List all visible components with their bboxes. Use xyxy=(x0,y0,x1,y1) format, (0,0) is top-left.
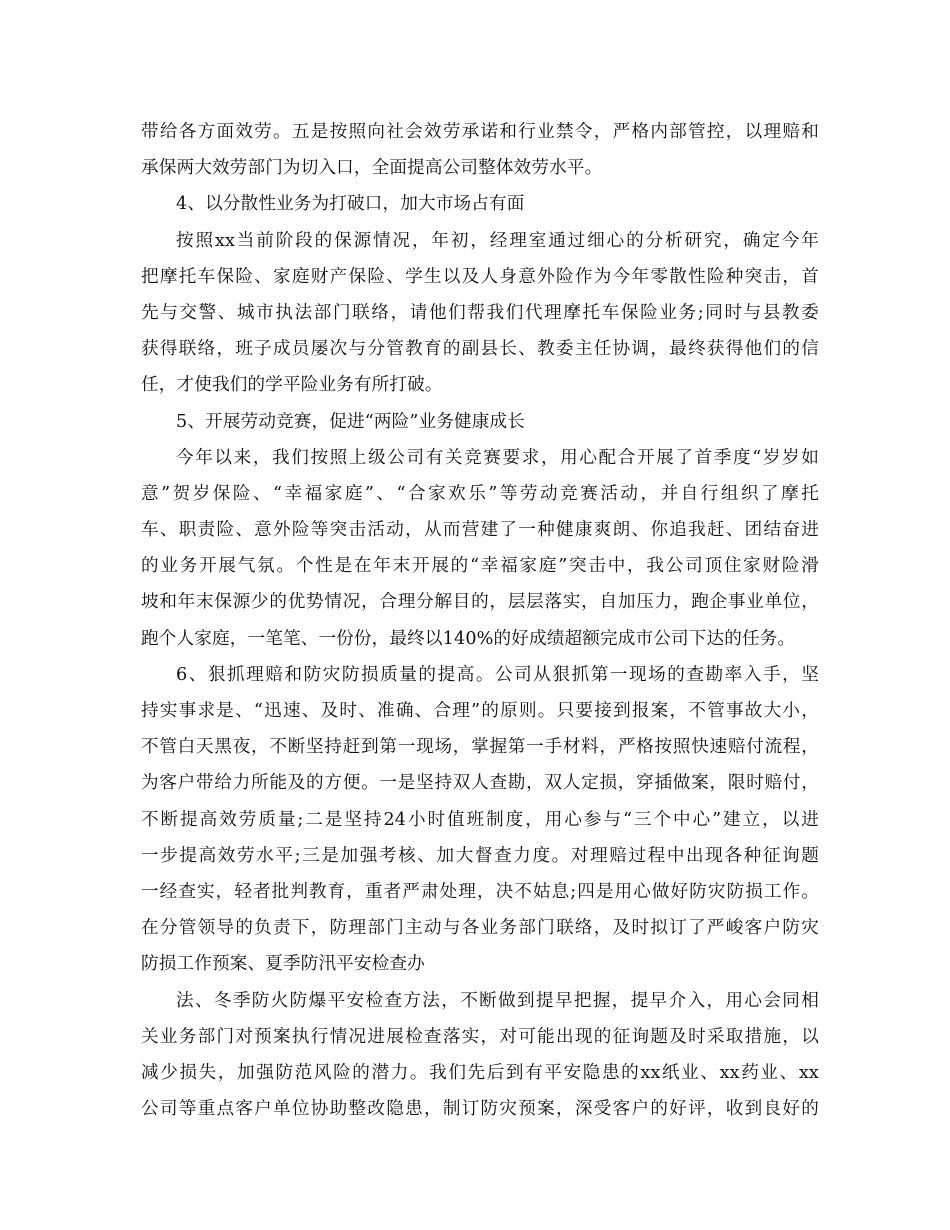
paragraph-line: 在分管领导的负责下，防理部门主动与各业务部门联络，及时拟订了严峻客户防灾 xyxy=(141,918,819,939)
paragraph-line: 关业务部门对预案执行情况进展检查落实，对可能出现的征询题及时采取措施，以 xyxy=(141,1026,819,1047)
paragraph-line: 减少损失，加强防范风险的潜力。我们先后到有平安隐患的xx纸业、xx药业、xx xyxy=(141,1062,819,1083)
paragraph-line: 不断提高效劳质量;二是坚持24小时值班制度，用心参与“三个中心”建立，以进 xyxy=(141,809,819,830)
paragraph-line: 今年以来，我们按照上级公司有关竞赛要求，用心配合开展了首季度“岁岁如 xyxy=(176,447,819,468)
paragraph-line: 车、职责险、意外险等突击活动，从而营建了一种健康爽朗、你追我赶、团结奋进 xyxy=(141,520,819,541)
paragraph-line: 按照xx当前阶段的保源情况，年初，经理室通过细心的分析研究，确定今年 xyxy=(176,230,819,251)
paragraph-line: 把摩托车保险、家庭财产保险、学生以及人身意外险作为今年零散性险种突击，首 xyxy=(141,266,819,287)
paragraph-line: 获得联络，班子成员屡次与分管教育的副县长、教委主任协调，最终获得他们的信 xyxy=(141,339,819,360)
paragraph-line: 跑个人家庭，一笔笔、一份份，最终以140%的好成绩超额完成市公司下达的任务。 xyxy=(141,628,796,649)
paragraph-line: 不管白天黑夜，不断坚持赶到第一现场，掌握第一手材料，严格按照快速赔付流程， xyxy=(141,737,819,758)
paragraph-line: 6、狠抓理赔和防灾防损质量的提高。公司从狠抓第一现场的查勘率入手，坚 xyxy=(176,664,819,685)
paragraph-line: 为客户带给力所能及的方便。一是坚持双人查勘，双人定损，穿插做案，限时赔付， xyxy=(141,773,819,794)
paragraph-line: 的业务开展气氛。个性是在年末开展的“幸福家庭”突击中，我公司顶住家财险滑 xyxy=(141,556,819,577)
paragraph-line: 公司等重点客户单位协助整改隐患，制订防灾预案，深受客户的好评，收到良好的 xyxy=(141,1099,819,1120)
paragraph-line: 坡和年末保源少的优势情况，合理分解目的，层层落实，自加压力，跑企事业单位， xyxy=(141,592,819,613)
paragraph-line: 一步提高效劳水平;三是加强考核、加大督查力度。对理赔过程中出现各种征询题 xyxy=(141,845,819,866)
paragraph-line: 任，才使我们的学平险业务有所打破。 xyxy=(141,375,443,396)
paragraph-line: 一经查实，轻者批判教育，重者严肃处理，决不姑息;四是用心做好防灾防损工作。 xyxy=(141,881,819,902)
paragraph-line: 先与交警、城市执法部门联络，请他们帮我们代理摩托车保险业务;同时与县教委 xyxy=(141,302,819,323)
section-heading: 4、以分散性业务为打破口，加大市场占有面 xyxy=(176,194,525,215)
paragraph-line: 法、冬季防火防爆平安检查方法，不断做到提早把握，提早介入，用心会同相 xyxy=(176,990,819,1011)
paragraph-line: 防损工作预案、夏季防汛平安检查办 xyxy=(141,954,425,975)
paragraph-line: 承保两大效劳部门为切入口，全面提高公司整体效劳水平。 xyxy=(141,158,603,179)
paragraph-line: 带给各方面效劳。五是按照向社会效劳承诺和行业禁令，严格内部管控，以理赔和 xyxy=(141,122,819,142)
section-heading: 5、开展劳动竞赛，促进“两险”业务健康成长 xyxy=(176,411,526,432)
paragraph-line: 意”贺岁保险、“幸福家庭”、“合家欢乐”等劳动竞赛活动，并自行组织了摩托 xyxy=(141,483,819,504)
paragraph-line: 持实事求是、“迅速、及时、准确、合理”的原则。只要接到报案，不管事故大小， xyxy=(141,701,819,721)
document-page xyxy=(141,114,819,1127)
